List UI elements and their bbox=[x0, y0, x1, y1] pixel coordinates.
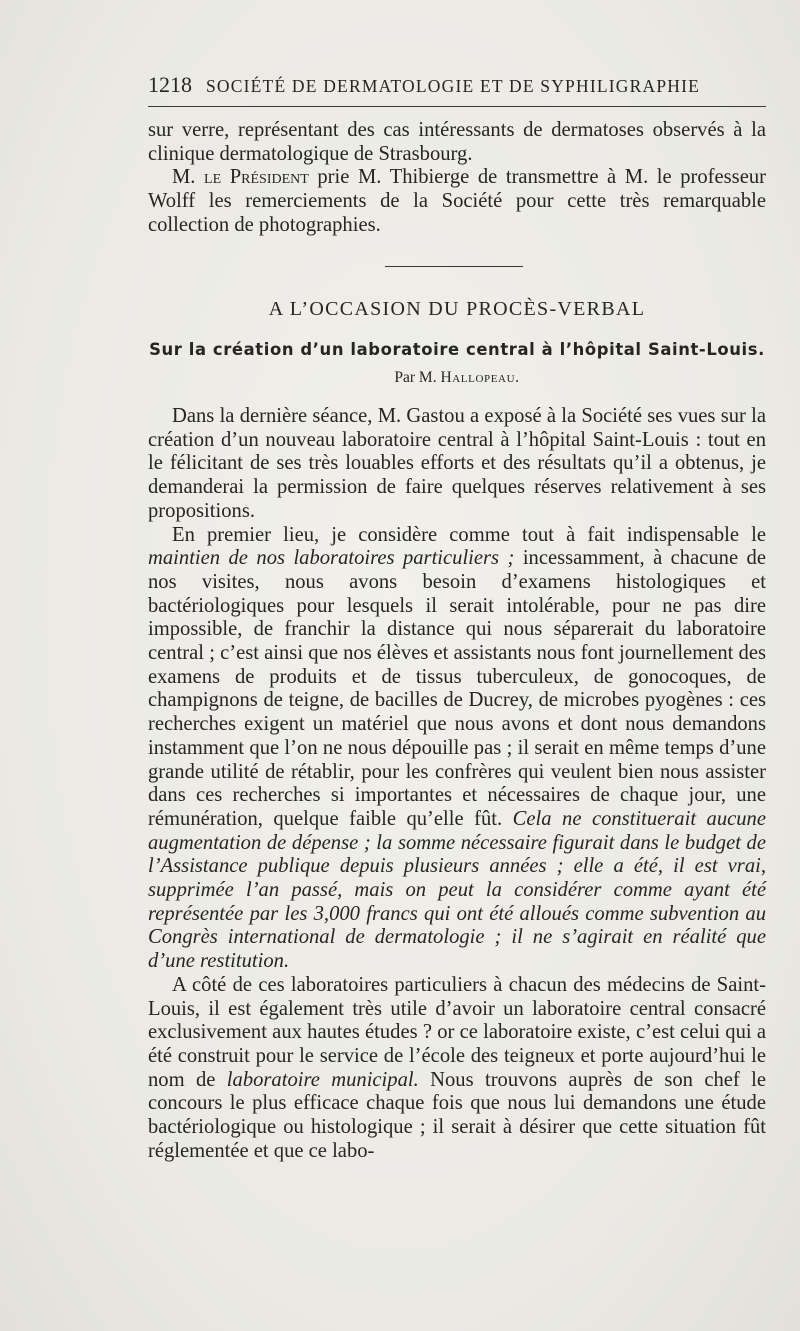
running-title: SOCIÉTÉ DE DERMATOLOGIE ET DE SYPHILIGRAPHIE bbox=[206, 76, 701, 96]
page-number: 1218 bbox=[148, 72, 192, 97]
intro-paragraph-2-text: prie M. Thibierge de transmettre à M. le professeur Wolff les remerciements de la Société pour cette très remarquable collection de photographies. bbox=[148, 166, 766, 236]
body-paragraph-3-a: A côté de ces laboratoires particuliers à chacun des médecins de Saint-Louis, il est également très utile d’avoir un laboratoire central consacré exclusivement aux hautes études ? or ce laboratoire existe, c’est celui qui a été construit pour le service de l’école des teigneux et porte aujourd’hui le nom de bbox=[148, 973, 766, 1091]
body-paragraph-3 bbox=[148, 974, 766, 1164]
intro-paragraph-1: sur verre, représentant des cas intéressants de dermatoses observés à la clinique dermatologique de Strasbourg. bbox=[148, 119, 766, 165]
body-paragraph-2-a: En premier lieu, je considère comme tout à fait indispensable le bbox=[172, 523, 766, 546]
body-paragraph-1: Dans la dernière séance, M. Gastou a exposé à la Société ses vues sur la création d’un nouveau laboratoire central à l’hôpital Saint-Louis : tout en le félicitant de ses très louables efforts et des résultats qu’il a obtenus, je demanderai la permission de faire quelques réserves relativement à ses propositions. bbox=[148, 405, 766, 522]
intro-text bbox=[148, 119, 766, 238]
header-rule bbox=[148, 106, 766, 107]
section-divider bbox=[385, 266, 523, 267]
byline-prefix: Par M. bbox=[394, 369, 441, 386]
section-title: A L’OCCASION DU PROCÈS-VERBAL bbox=[268, 298, 646, 320]
byline bbox=[148, 369, 766, 387]
body-paragraph-2-c: incessamment, à chacune de nos visites, nous avons besoin d’examens histologiques et bactériologiques pour lesquels il serait intolérable, pour ne pas dire impossible, de franchir la distance qui nous séparerait du laboratoire central ; c’est ainsi que nos élèves et assistants nous font journellement des examens de produits et de tissus tuberculeux, de gonocoques, de champignons de teigne, de bacilles de Ducrey, de microbes pyogènes : ces recherches exigent un matériel que nous avons et dont nous demandons instamment que l’on ne nous dépouille pas ; il serait en même temps d’une grande utilité de rétablir, pour les confrères qui veulent bien nous assister dans ces recherches si importantes et nécessaires de chaque jour, une rémunération, quelque faible qu’elle fût. bbox=[148, 547, 766, 830]
body-paragraph-3-emphasis: laboratoire municipal. bbox=[226, 1068, 419, 1091]
byline-author: Hallopeau. bbox=[440, 369, 520, 386]
president-label: M. le Président bbox=[172, 166, 309, 189]
intro-paragraph-2 bbox=[148, 166, 766, 237]
body-paragraph-2 bbox=[148, 524, 766, 974]
body-paragraph-2-italic-passage: Cela ne constituerait aucune augmentation de dépense ; la somme nécessaire figurait dans le budget de l’Assistance publique depuis plusieurs années ; elle a été, il est vrai, supprimée l’an passé, mais on peut la considérer comme ayant été représentée par les 3,000 francs qui ont été alloués comme subvention au Congrès international de dermatologie ; il ne s’agirait en réalité que d’une restitution. bbox=[148, 807, 766, 973]
article-title: Sur la création d’un laboratoire central à l’hôpital Saint-Louis. bbox=[149, 340, 765, 359]
article-body bbox=[148, 405, 766, 1164]
body-paragraph-2-emphasis: maintien de nos laboratoires particuliers ; bbox=[148, 547, 515, 570]
running-header bbox=[148, 72, 766, 102]
body-paragraph-3-c: Nous trouvons auprès de son chef le concours le plus efficace chaque fois que nous lui demandons une étude bactériologique ou histologique ; il serait à désirer que cette situation fût réglementée et que ce labo- bbox=[148, 1068, 767, 1162]
